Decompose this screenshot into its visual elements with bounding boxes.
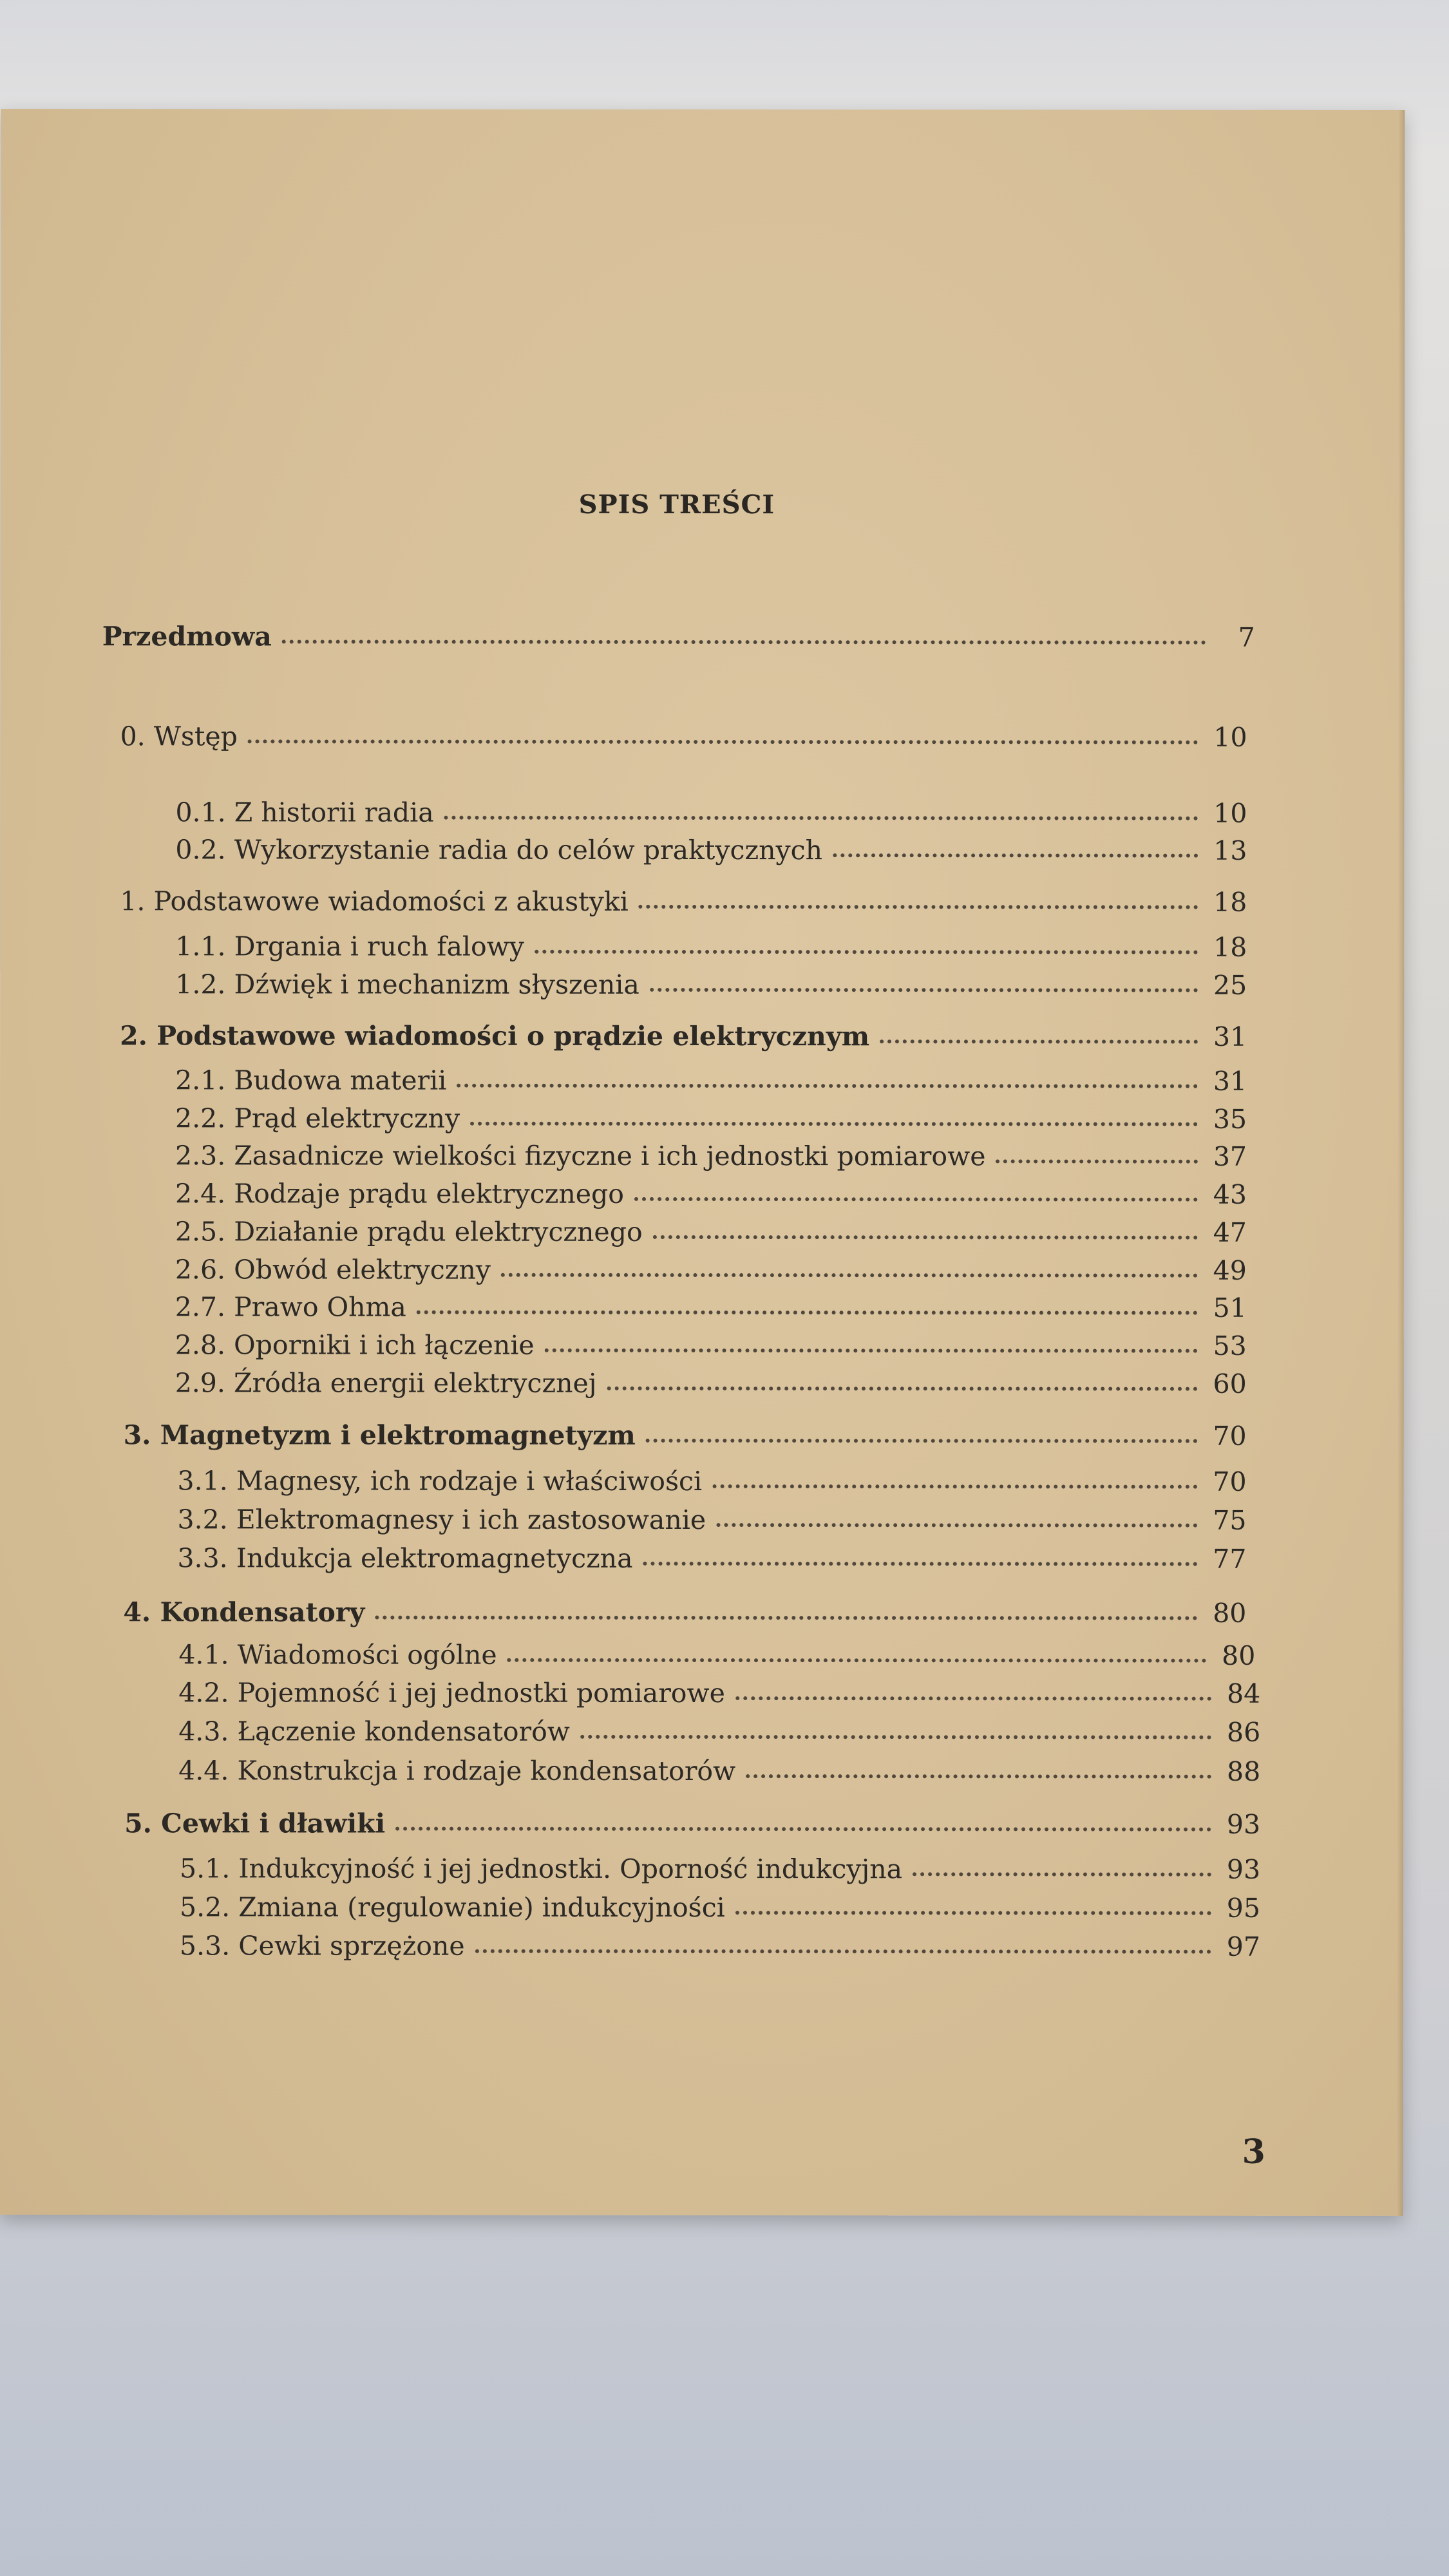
- toc-page-number: 25: [1213, 969, 1247, 1001]
- toc-entry-label: 2.9. Źródła energii elektrycznej: [175, 1367, 597, 1399]
- toc-entry-section: [175, 1254, 1247, 1285]
- toc-leader-dots: [746, 1774, 1211, 1779]
- toc-page-number: 53: [1213, 1330, 1247, 1361]
- table-of-contents: [0, 109, 1405, 2216]
- toc-leader-dots: [395, 1827, 1211, 1832]
- toc-entry-section: [175, 1065, 1247, 1096]
- toc-page-number: 84: [1227, 1678, 1261, 1709]
- toc-entry-label: 3.3. Indukcja elektromagnetyczna: [177, 1542, 633, 1574]
- toc-leader-dots: [996, 1159, 1198, 1163]
- toc-entry-label: 4. Kondensatory: [123, 1596, 365, 1628]
- toc-entry-label: 2.7. Prawo Ohma: [175, 1291, 406, 1323]
- page-number: 3: [1242, 2132, 1265, 2172]
- toc-entry-section: [178, 1639, 1255, 1671]
- toc-entry-section: [175, 834, 1247, 866]
- toc-entry-label: 1. Podstawowe wiadomości z akustyki: [120, 886, 629, 917]
- toc-leader-dots: [444, 816, 1198, 820]
- toc-leader-dots: [735, 1696, 1211, 1701]
- toc-page-number: 18: [1213, 931, 1247, 963]
- toc-leader-dots: [650, 988, 1198, 992]
- toc-entry-section: [180, 1891, 1260, 1923]
- toc-entry-chapter-0: [120, 721, 1247, 753]
- toc-page-number: 31: [1213, 1021, 1247, 1052]
- toc-entry-label: 3.1. Magnesy, ich rodzaje i właściwości: [177, 1465, 703, 1497]
- toc-entry-label: 2.4. Rodzaje prądu elektrycznego: [175, 1178, 624, 1209]
- toc-page-number: 35: [1213, 1103, 1247, 1135]
- toc-leader-dots: [643, 1562, 1198, 1566]
- toc-page-number: 10: [1213, 721, 1247, 753]
- toc-entry-label: 4.1. Wiadomości ogólne: [178, 1639, 497, 1671]
- toc-leader-dots: [712, 1484, 1197, 1489]
- toc-leader-dots: [417, 1311, 1198, 1315]
- toc-entry-label: 4.4. Konstrukcja i rodzaje kondensatorów: [178, 1755, 736, 1787]
- toc-leader-dots: [375, 1616, 1197, 1620]
- toc-entry-label: 2.5. Działanie prądu elektrycznego: [175, 1216, 643, 1247]
- toc-entry-section: [178, 1465, 1247, 1497]
- toc-entry-label: 2.8. Oporniki i ich łączenie: [175, 1329, 535, 1361]
- toc-page-number: 97: [1226, 1931, 1260, 1962]
- toc-page-number: 95: [1226, 1892, 1261, 1924]
- toc-page-number: 70: [1213, 1466, 1247, 1497]
- toc-entry-label: 3. Magnetyzm i elektromagnetyzm: [123, 1419, 636, 1451]
- toc-entry-label: 1.2. Dźwięk i mechanizm słyszenia: [175, 969, 639, 1000]
- toc-leader-dots: [507, 1658, 1207, 1663]
- toc-entry-section: [175, 1216, 1247, 1247]
- toc-page-number: 86: [1227, 1716, 1261, 1748]
- toc-entry-label: Przedmowa: [102, 621, 272, 652]
- toc-leader-dots: [475, 1949, 1211, 1954]
- toc-entry-label: 5.2. Zmiana (regulowanie) indukcyjności: [179, 1891, 725, 1924]
- toc-entry-label: 4.3. Łączenie kondensatorów: [178, 1716, 570, 1747]
- toc-entry-section: [180, 1930, 1260, 1962]
- toc-entry-label: 5.3. Cewki sprzężone: [179, 1930, 465, 1962]
- toc-leader-dots: [735, 1911, 1211, 1915]
- toc-entry-label: 4.2. Pojemność i jej jednostki pomiarowe: [178, 1677, 725, 1709]
- toc-leader-dots: [535, 950, 1198, 954]
- toc-leader-dots: [580, 1735, 1211, 1739]
- toc-leader-dots: [833, 853, 1198, 857]
- toc-page-number: 7: [1238, 621, 1255, 653]
- toc-entry-label: 2.6. Obwód elektryczny: [175, 1254, 491, 1285]
- toc-page-number: 80: [1222, 1640, 1256, 1671]
- toc-title: SPIS TREŚCI: [578, 489, 775, 520]
- toc-page-number: 51: [1213, 1292, 1247, 1323]
- toc-entry-label: 5. Cewki i dławiki: [124, 1808, 386, 1839]
- toc-entry-label: 2. Podstawowe wiadomości o prądzie elektrycznym: [120, 1020, 870, 1052]
- toc-page-number: 18: [1213, 886, 1247, 918]
- toc-entry-chapter-2: [120, 1020, 1247, 1052]
- toc-entry-chapter-3: [124, 1419, 1247, 1452]
- toc-leader-dots: [653, 1235, 1198, 1240]
- toc-entry-section: [178, 1716, 1260, 1747]
- toc-page-number: 70: [1213, 1420, 1247, 1452]
- toc-entry-chapter-1: [120, 886, 1247, 918]
- toc-leader-dots: [634, 1197, 1198, 1202]
- toc-entry-preface: [102, 621, 1255, 653]
- toc-page-number: 88: [1226, 1756, 1261, 1787]
- toc-page-number: 77: [1213, 1543, 1247, 1575]
- toc-entry-label: 1.1. Drgania i ruch falowy: [175, 931, 525, 962]
- toc-page-number: 93: [1226, 1853, 1261, 1885]
- toc-entry-section: [178, 1677, 1260, 1709]
- toc-entry-section: [175, 797, 1247, 828]
- toc-entry-section: [175, 1329, 1247, 1361]
- toc-entry-section: [177, 1504, 1246, 1535]
- toc-page-number: 60: [1213, 1368, 1247, 1399]
- toc-page-number: 43: [1213, 1179, 1247, 1210]
- toc-page-number: 80: [1213, 1597, 1247, 1629]
- toc-entry-label: 0. Wstęp: [120, 721, 238, 752]
- toc-entry-label: 3.2. Elektromagnesy i ich zastosowanie: [177, 1504, 706, 1536]
- toc-entry-section: [177, 1542, 1246, 1574]
- book-page: [0, 109, 1405, 2216]
- toc-entry-section: [175, 1103, 1247, 1134]
- toc-leader-dots: [501, 1273, 1198, 1278]
- toc-entry-section: [175, 1367, 1247, 1399]
- toc-leader-dots: [639, 905, 1198, 909]
- toc-leader-dots: [913, 1872, 1211, 1876]
- toc-entry-label: 5.1. Indukcyjność i jej jednostki. Oporność indukcyjna: [180, 1853, 903, 1885]
- toc-entry-section: [175, 1291, 1247, 1323]
- toc-entry-label: 0.2. Wykorzystanie radia do celów praktycznych: [175, 834, 823, 866]
- toc-page-number: 31: [1213, 1065, 1247, 1097]
- toc-page-number: 47: [1213, 1217, 1247, 1248]
- toc-leader-dots: [248, 739, 1198, 744]
- toc-page-number: 49: [1213, 1255, 1247, 1286]
- toc-entry-chapter-4: [123, 1596, 1246, 1629]
- toc-leader-dots: [716, 1523, 1197, 1528]
- toc-page-number: 93: [1226, 1808, 1261, 1840]
- toc-leader-dots: [457, 1084, 1198, 1088]
- toc-entry-label: 2.1. Budowa materii: [175, 1065, 447, 1096]
- toc-entry-section: [175, 969, 1247, 1000]
- toc-page-number: 10: [1213, 797, 1247, 829]
- toc-leader-dots: [646, 1439, 1198, 1443]
- toc-leader-dots: [607, 1387, 1197, 1391]
- toc-entry-chapter-5: [124, 1808, 1260, 1840]
- toc-page-number: 37: [1213, 1141, 1247, 1172]
- toc-entry-label: 0.1. Z historii radia: [175, 797, 434, 828]
- toc-entry-section: [175, 1178, 1247, 1209]
- toc-entry-section: [175, 1140, 1247, 1171]
- toc-entry-label: 2.3. Zasadnicze wielkości fizyczne i ich jednostki pomiarowe: [175, 1140, 986, 1172]
- toc-entry-section: [175, 931, 1247, 962]
- toc-page-number: 75: [1213, 1504, 1247, 1536]
- toc-leader-dots: [545, 1349, 1198, 1353]
- toc-page-number: 13: [1213, 835, 1247, 866]
- toc-entry-section: [180, 1853, 1260, 1884]
- toc-leader-dots: [470, 1122, 1198, 1126]
- toc-leader-dots: [880, 1039, 1198, 1043]
- toc-entry-section: [178, 1755, 1260, 1786]
- toc-leader-dots: [282, 639, 1206, 644]
- toc-entry-label: 2.2. Prąd elektryczny: [175, 1103, 460, 1134]
